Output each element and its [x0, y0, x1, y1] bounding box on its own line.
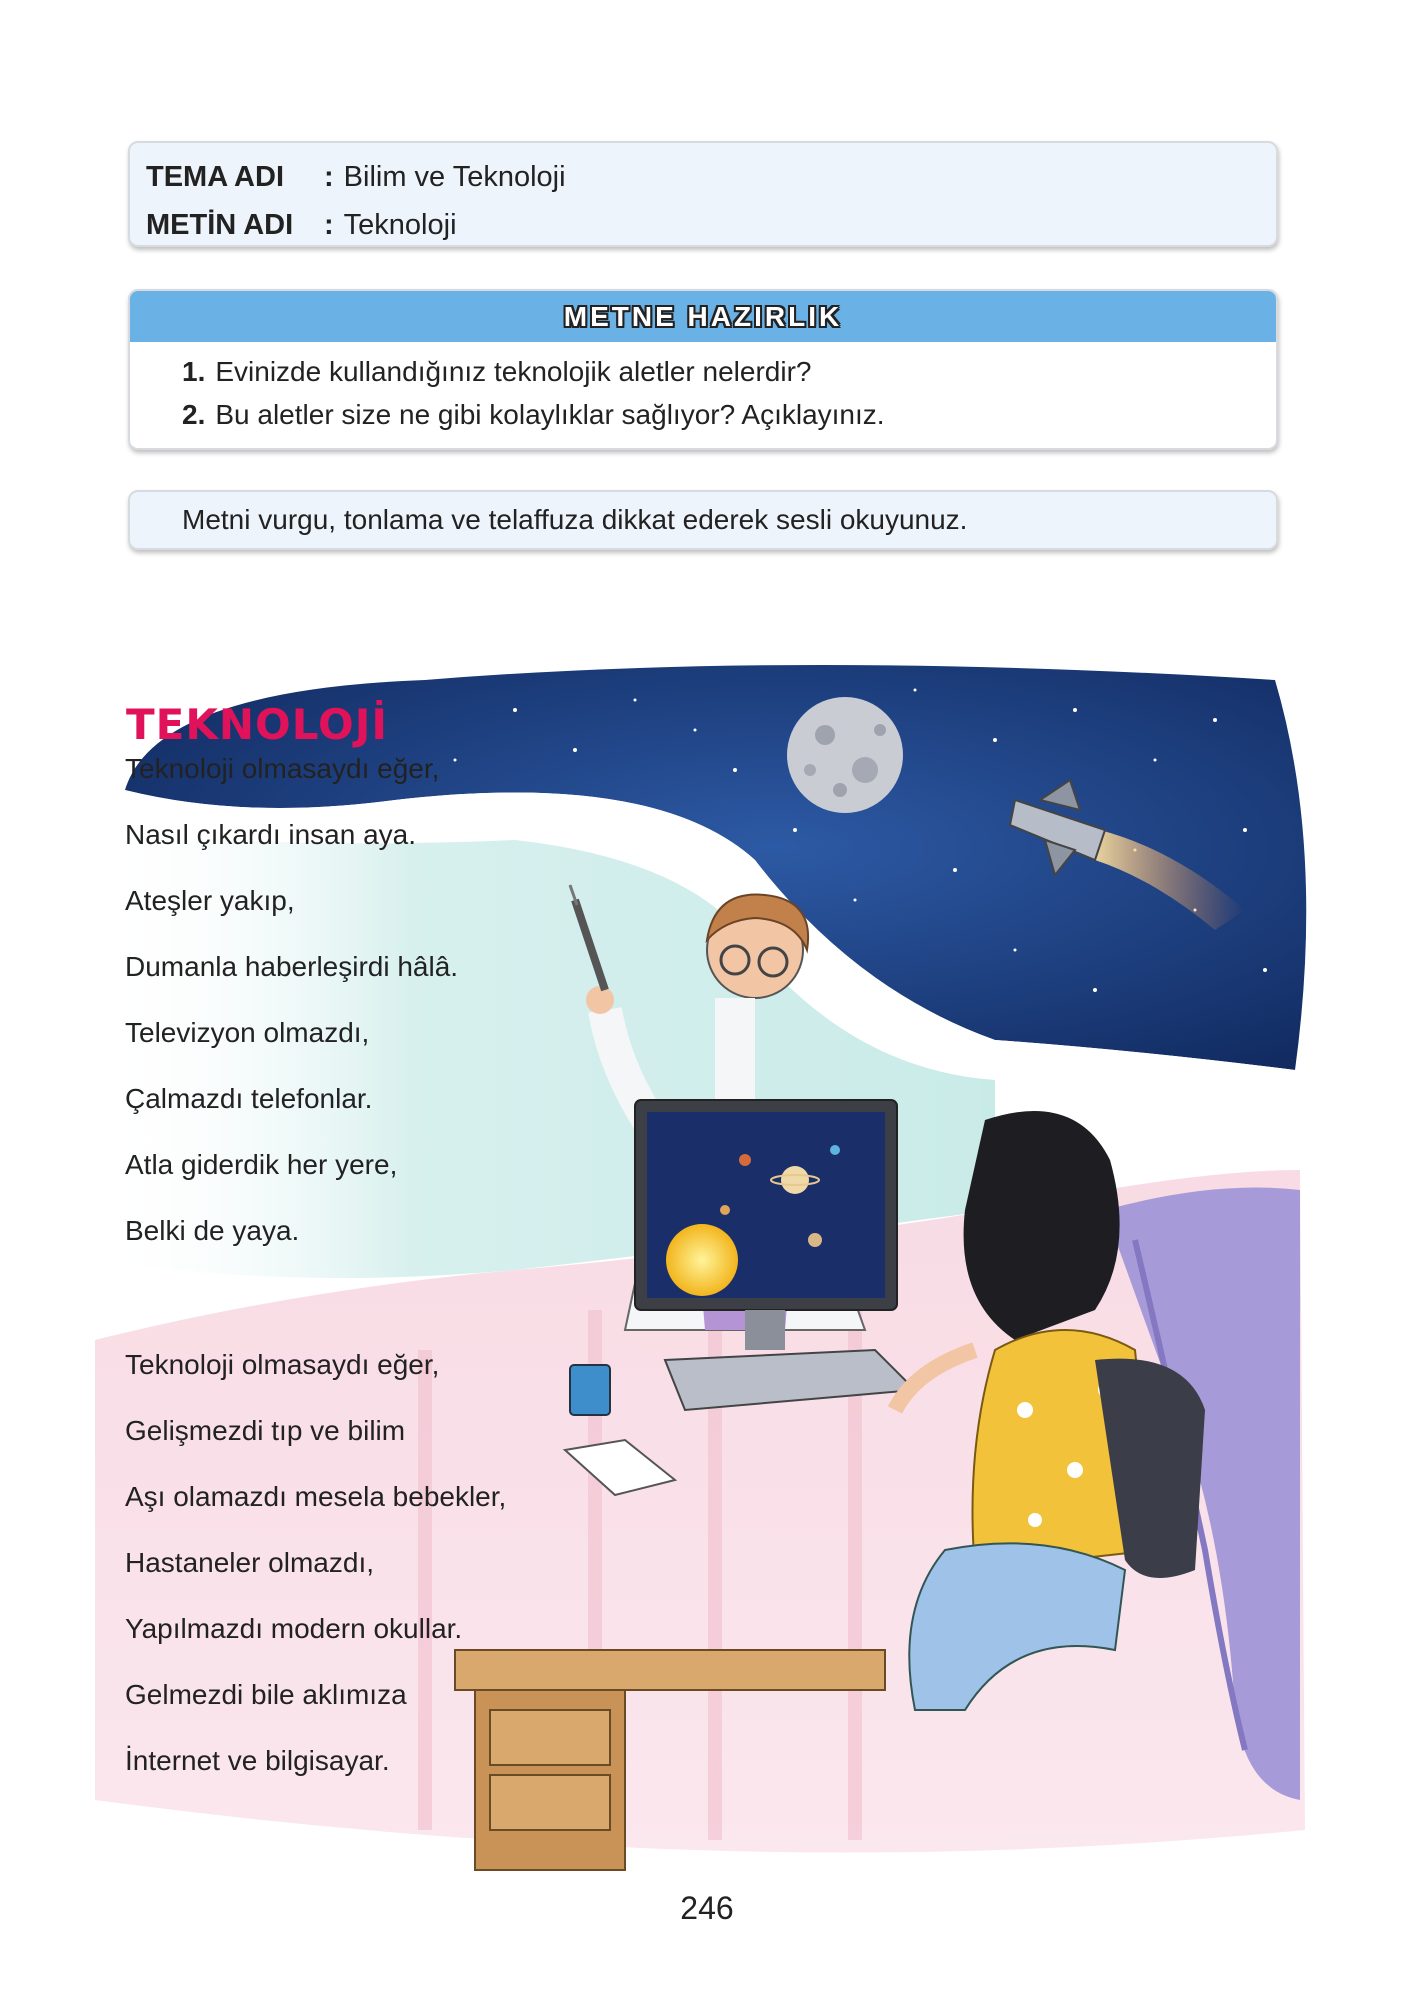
page-number: 246: [680, 1890, 734, 1926]
preparation-title: METNE HAZIRLIK: [130, 291, 1276, 342]
poem-line: Atla giderdik her yere,: [125, 1149, 398, 1180]
instruction-text: Metni vurgu, tonlama ve telaffuza dikkat ederek sesli okuyunuz.: [182, 504, 968, 535]
poem-line: Aşı olamazdı mesela bebekler,: [125, 1481, 507, 1512]
instruction-box: [128, 490, 1278, 550]
poem-line: Ateşler yakıp,: [125, 885, 295, 916]
question-number: 1.: [182, 356, 206, 387]
question-text: Bu aletler size ne gibi kolaylıklar sağlıyor? Açıklayınız.: [215, 399, 885, 430]
poem-line: Hastaneler olmazdı,: [125, 1547, 375, 1578]
poem-line: Çalmazdı telefonlar.: [125, 1083, 373, 1114]
theme-value: Bilim ve Teknoloji: [343, 161, 566, 193]
poem-line: Dumanla haberleşirdi hâlâ.: [125, 951, 459, 982]
poem-title: TEKNOLOJİ: [126, 700, 388, 749]
theme-row: [146, 153, 1260, 201]
theme-colon: :: [324, 161, 334, 193]
question-1: [182, 356, 811, 388]
poem-line: Yapılmazdı modern okullar.: [125, 1613, 463, 1644]
moon: [787, 697, 903, 813]
text-name-key: METİN ADI: [146, 209, 294, 241]
poem-line: Nasıl çıkardı insan aya.: [125, 819, 417, 850]
preparation-box: [128, 289, 1278, 450]
poem-line: Belki de yaya.: [125, 1215, 300, 1246]
text-name-row: [146, 201, 1260, 249]
poem-line: Gelişmezdi tıp ve bilim: [125, 1415, 406, 1446]
poem-line: Teknoloji olmasaydı eğer,: [125, 1349, 440, 1380]
poem-line: Televizyon olmazdı,: [125, 1017, 370, 1048]
question-2: [182, 399, 885, 431]
text-name-value: Teknoloji: [343, 209, 457, 241]
question-text: Evinizde kullandığınız teknolojik aletler nelerdir?: [215, 356, 812, 387]
text-name-colon: :: [324, 209, 334, 241]
question-number: 2.: [182, 399, 206, 430]
theme-info-box: [128, 141, 1278, 247]
poem-line: Gelmezdi bile aklımıza: [125, 1679, 407, 1710]
theme-key: TEMA ADI: [146, 161, 285, 193]
poem-line: Teknoloji olmasaydı eğer,: [125, 753, 440, 784]
poem-line: İnternet ve bilgisayar.: [125, 1745, 390, 1776]
